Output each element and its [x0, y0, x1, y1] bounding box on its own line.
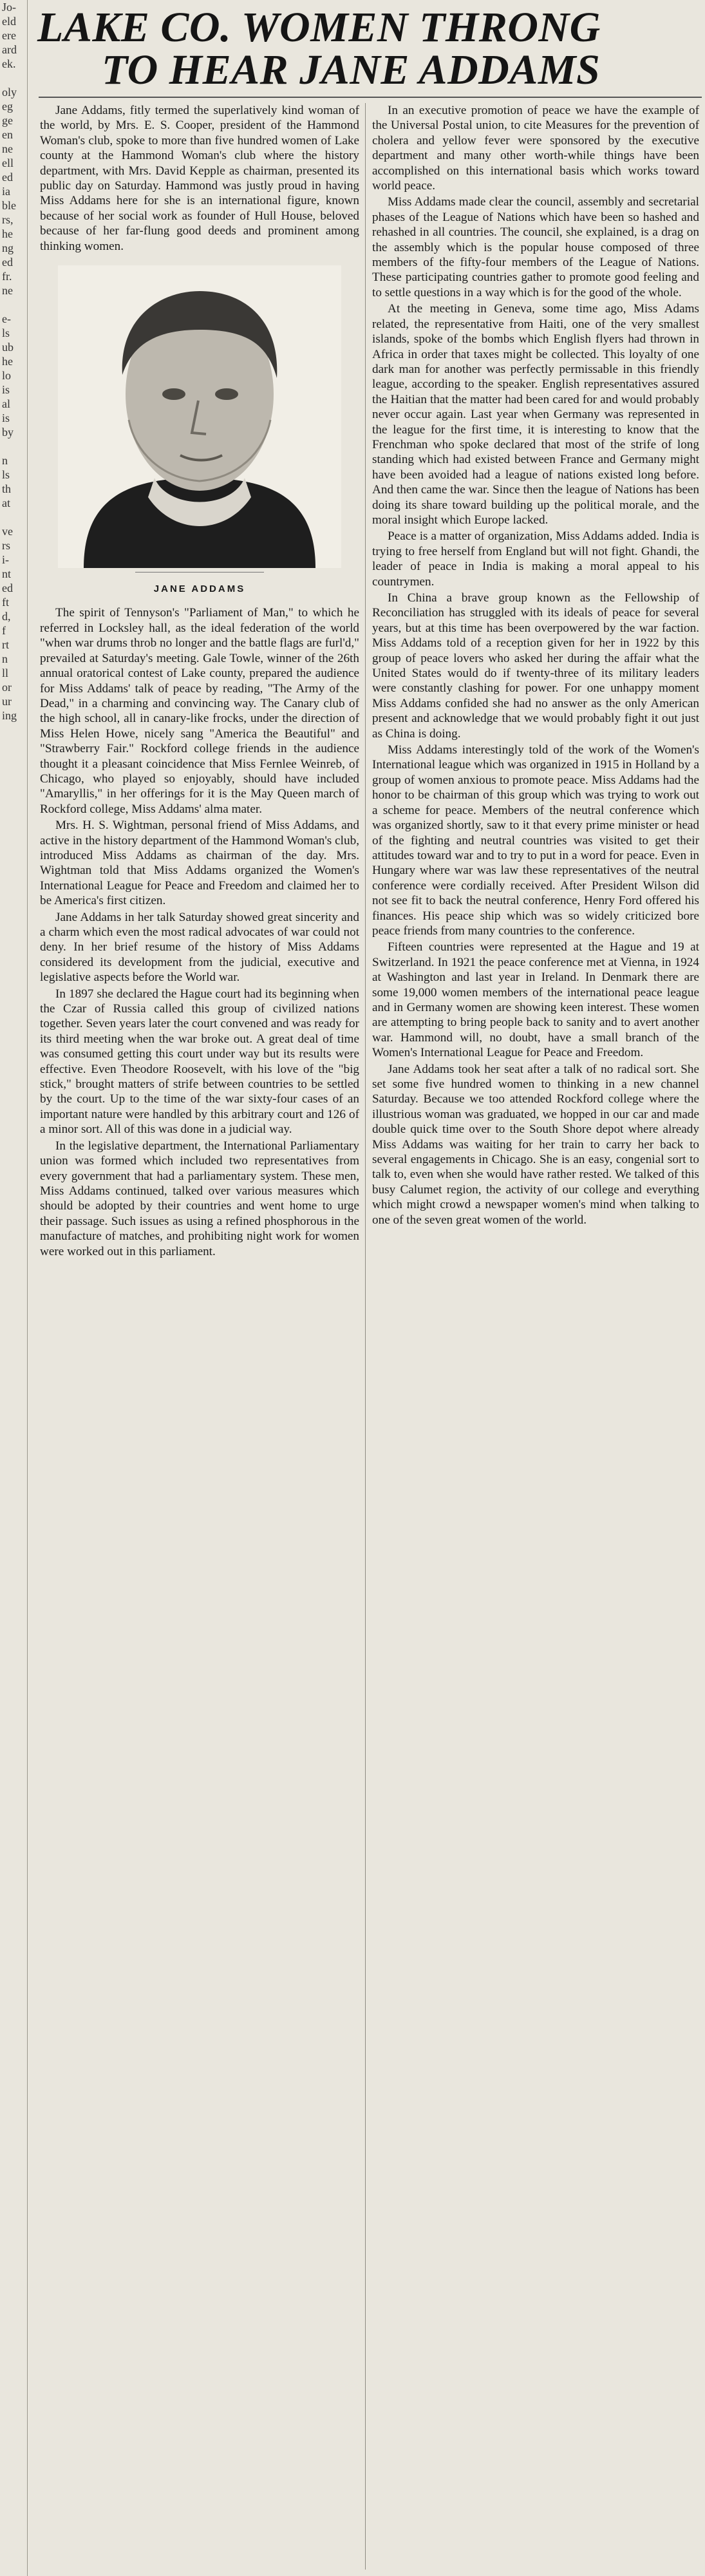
fragment-text: lo [2, 369, 12, 382]
fragment-text: ur [2, 695, 12, 708]
article-body-left [40, 605, 359, 1258]
headline [37, 6, 700, 91]
article-paragraph: Jane Addams, fitly termed the superlatively kind woman of the world, by Mrs. E. S. Cooper, president of the Hammond Woman's club, spoke to more than five hundred women of Lake county at the Hammond Woman's club where the history department, with Mrs. David Kepple as chairman, presented its public day on Saturday. Hammond was justly proud in having Miss Addams here for she is an international figure, known because of her social work as founder of Hull House, beloved because of her far-flung good deeds and prominent among thinking women. [40, 104, 359, 253]
headline-line-1: LAKE CO. WOMEN THRONG [37, 4, 601, 51]
fragment-text: is [2, 412, 10, 424]
article-column-right [372, 103, 699, 1229]
fragment-text: or [2, 681, 12, 694]
fragment-text: ing [2, 709, 17, 722]
fragment-text: th [2, 482, 12, 495]
fragment-text: rt [2, 638, 9, 651]
fragment-text: ub [2, 341, 14, 354]
article-paragraph: Miss Addams made clear the council, assembly and secretarial phases of the League of Nations which have been so hashed and rehashed in all countries. The council, she explained, is a drag on the assembly which is the popular house composed of three members of the fifty-four members of the League of Nations. These participating countries gather to promote good feeling and to settle questions in a way which is for the good of the whole. [372, 195, 699, 299]
photo-divider [135, 572, 264, 573]
fragment-text: f [2, 624, 6, 637]
fragment-text: rs [2, 539, 10, 552]
fragment-text: by [2, 426, 14, 439]
fragment-text [0, 298, 27, 312]
article-paragraph: In China a brave group known as the Fellowship of Reconciliation has struggled with its ideals of peace for several years, but at this time has been overpowered by the war faction. Miss Addams told of a reception given for her in 1922 by this group of peace lovers who asked her during the affair what the United States would do if twenty-three of its military leaders were constantly clashing for power. For one unhappy moment Miss Addams confided she had no answer as the only American present and acknowledge that we would probably fight it out just as China is doing. [372, 591, 699, 741]
adjacent-column-fragment [0, 0, 28, 2576]
fragment-text: n [2, 652, 8, 665]
fragment-text: eg [2, 100, 13, 113]
fragment-text: ell [2, 156, 14, 169]
fragment-text: nt [2, 567, 12, 580]
headline-rule [39, 97, 702, 98]
fragment-text: i- [2, 553, 9, 566]
fragment-text: ble [2, 199, 16, 212]
fragment-text: d, [2, 610, 11, 623]
fragment-text: ne [2, 142, 13, 155]
fragment-text: ll [2, 667, 9, 679]
fragment-text: ed [2, 582, 13, 594]
article-paragraph: Peace is a matter of organization, Miss Addams added. India is trying to free herself from England but will not fight. Ghandi, the leader of peace in India is making a moral appeal to his countrymen. [372, 529, 699, 589]
fragment-text: ed [2, 256, 13, 269]
fragment-text: ls [2, 327, 10, 339]
fragment-text: ard [2, 43, 17, 56]
fragment-text: he [2, 355, 13, 368]
fragment-text: ek. [2, 57, 16, 70]
article-column-left [40, 103, 359, 1260]
article-paragraph: At the meeting in Geneva, some time ago, Miss Adams related, the representative from Haiti, one of the very smallest islands, spoke of the bombs which English flyers had thrown in Africa in order that taxes might be collected. This loyalty of one dark man for another was perfectly permissable in this friendly league, according to the speaker. English representatives assured the Haitian that the matter had been cared for and would probably never occur again. Last year when Germany was represented in the league for the first time, it is interesting to know that the Frenchman who spoke declared that most of the strife of long standing which had existed between France and Germany might have been avoided had a league of nations existed long before. And then came the war. Since then the league of Nations has been doing its share toward building up the political morale, and the moral insight which Europe lacked. [372, 302, 699, 527]
fragment-text: is [2, 383, 10, 396]
article-paragraph: The spirit of Tennyson's "Parliament of Man," to which he referred in Locksley hall, as the ideal federation of the world "when war drums throb no longer and the battle flags are furl'd," prevailed at Saturday's meeting. Gale Towle, winner of the 26th annual oratorical contest of Lake county, prepared the audience for Miss Addams' talk of peace by reading, "The Army of the Dead," in a charming and convincing way. The Canary club of the high school, all in canary-like frocks, under the direction of Miss Helen Howe, nicely sang "America the Beautiful" and "Strawberry Fair." Rockford college friends in the audience thought it a pleasant coincidence that Miss Fernlee Weinreb, of Chicago, who played so enjoyably, should have included "Amaryllis," in her offerings for it is the May Queen march of Rockford college, Miss Addams' alma mater. [40, 606, 359, 816]
article-paragraph: Jane Addams in her talk Saturday showed great sincerity and a charm which even the most radical advocates of war could not deny. In her brief resume of the history of Miss Addams considered its development from the judicial, executive and legislative aspects before the World war. [40, 910, 359, 985]
fragment-text: eld [2, 15, 16, 28]
article-paragraph: In the legislative department, the International Parliamentary union was formed which included two representatives from every government that had a parliamentary system. These men, Miss Addams continued, talked over various measures which should be adopted by their countries and went home to urge their passage. Such issues as using a refined phosphorous in the manufacture of matches, and prohibiting night work for women were worked out in this parliament. [40, 1139, 359, 1258]
fragment-text: n [2, 454, 8, 467]
fragment-text: ls [2, 468, 10, 481]
fragment-text: ft [2, 596, 9, 609]
article-paragraph: Jane Addams took her seat after a talk of no radical sort. She set some five hundred women to thinking in a new channel Saturday. Because we too attended Rockford college where the illustrious woman was graduated, we hopped in our car and made double quick time over to the South Shore depot where already Miss Addams was waiting for her train to carry her back to several engagements in Chicago. She is an easy, congenial sort to talk to, even when she would have rather rested. We talked of this busy Calumet region, the activity of our college and everything which might crowd a newspaper women's mind when talking to one of the seven great women of the world. [372, 1062, 699, 1227]
fragment-text: ve [2, 525, 13, 538]
jane-addams-portrait [58, 265, 341, 568]
fragment-text [0, 439, 27, 453]
headline-line-2: TO HEAR JANE ADDAMS [102, 46, 601, 93]
fragment-text: al [2, 397, 10, 410]
fragment-text: en [2, 128, 13, 141]
fragment-text: oly [2, 86, 17, 99]
fragment-text [0, 71, 27, 85]
article-paragraph: Fifteen countries were represented at the Hague and 19 at Switzerland. In 1921 the peace conference met at Vienna, in 1924 at Washington and last year in Ireland. In Denmark there are some 19,000 women members of the international peace league and in Germany women are showing keen interest. These women are attempting to bring people back to sanity and to avert another war. Hammond will, no doubt, have a small branch of the Women's International League for Peace and Freedom. [372, 940, 699, 1060]
fragment-text: fr. [2, 270, 12, 283]
article-paragraph: In 1897 she declared the Hague court had its beginning when the Czar of Russia called this group of civilized nations together. Seven years later the court convened and was ready for its third meeting when the war broke out. A great deal of time was consumed getting this court under way but its results were effective. Even Theodore Roosevelt, with his love of the "big stick," brought matters of strife between countries to be settled by the court. Up to the time of the war sixty-four cases of an important nature were handled by this arbitrary court and 126 of a minor sort. All of this was done in a judicial way. [40, 987, 359, 1137]
fragment-text: ge [2, 114, 13, 127]
fragment-text [0, 510, 27, 524]
fragment-text: rs, [2, 213, 14, 226]
fragment-text: at [2, 497, 10, 509]
fragment-text: ne [2, 284, 13, 297]
fragment-text: Jo- [2, 1, 16, 14]
fragment-text: ed [2, 171, 13, 184]
article-paragraph: Miss Addams interestingly told of the work of the Women's International league which was organized in 1915 in Holland by a group of women anxious to promote peace. Miss Addams had the honor to be chairman of this group which was trying to work out a scheme for peace. Members of the neutral conference which was organized shortly, saw to it that every prime minister or head of the fighting and neutral countries was visited to get their attitudes toward war and to try to put in a word for peace. Even in Hungary where war was law these representatives of the neutral conference were cordially received. After President Wilson did not see fit to back the neutral conference, Henry Ford offered his finances. His peace ship which was so widely criticized bore peace friends from many countries to the conference. [372, 743, 699, 938]
article-paragraph: Mrs. H. S. Wightman, personal friend of Miss Addams, and active in the history department of the Hammond Woman's club, introduced Miss Addams as chairman of the day. Mrs. Wightman told that Miss Addams organized the Women's International League for Peace and Freedom and claimed her to be America's first citizen. [40, 819, 359, 908]
fragment-text: ng [2, 242, 14, 254]
photo-caption: JANE ADDAMS [153, 583, 246, 595]
column-divider [365, 103, 366, 2570]
article-paragraph: In an executive promotion of peace we have the example of the Universal Postal union, to cite Measures for the prevention of cholera and yellow fever were sponsored by the executive department and many other worth-while things have been accomplished on this international basis which works toward world peace. [372, 104, 699, 193]
fragment-text: e- [2, 312, 11, 325]
article-lead [40, 103, 359, 254]
fragment-text: ia [2, 185, 10, 198]
fragment-text: ere [2, 29, 16, 42]
fragment-text: he [2, 227, 13, 240]
